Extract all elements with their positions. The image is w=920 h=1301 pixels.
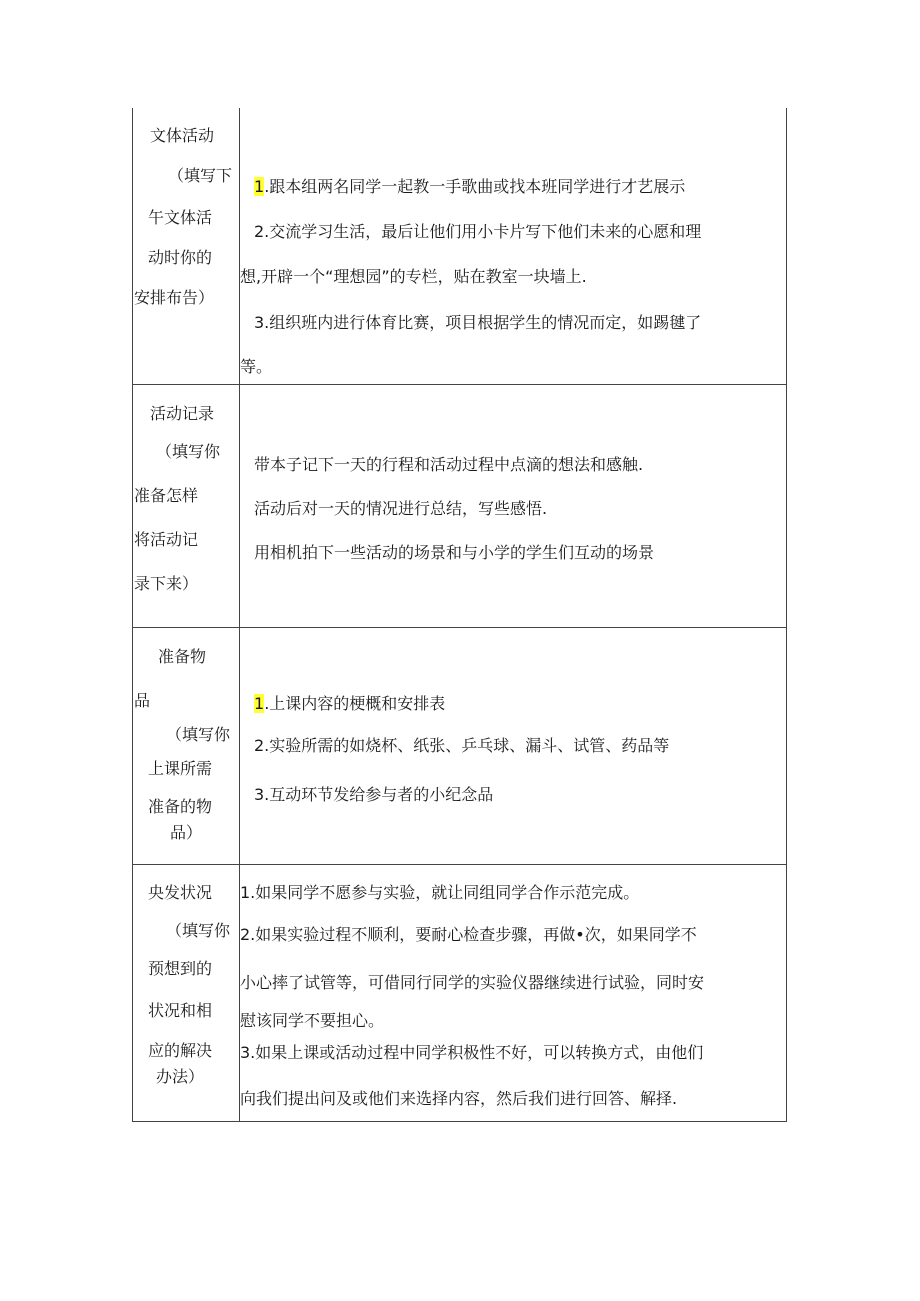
- row-label-line: 品）: [170, 823, 203, 842]
- row-label-line: 活动记录: [150, 404, 215, 423]
- content-line: 小心摔了试管等，可借同行同学的实验仪器继续进行试验，同时安: [240, 973, 705, 992]
- content-line: 3.组织班内进行体育比赛，项目根据学生的情况而定，如踢毽了: [254, 313, 702, 332]
- table-row: [133, 385, 787, 628]
- content-line: 2.如果实验过程不顺利，要耐心检查步骤，再做•次，如果同学不: [240, 925, 697, 944]
- row-content-cell: [240, 628, 787, 865]
- row-label-cell: [133, 628, 240, 865]
- content-line: 1.如果同学不愿参与实验，就让同组同学合作示范完成。: [240, 883, 640, 902]
- content-line: 2.交流学习生活，最后让他们用小卡片写下他们未来的心愿和理: [254, 222, 702, 241]
- content-line: 2.实验所需的如烧杯、纸张、乒乓球、漏斗、试管、药品等: [254, 736, 670, 755]
- row-content-cell: [240, 108, 787, 385]
- row-label-line: （填写你: [166, 725, 231, 744]
- highlighted-number: 1: [254, 694, 265, 713]
- row-label-line: 午文体活: [148, 208, 213, 227]
- row-label-line: （填写你: [166, 921, 231, 940]
- row-label-line: （填写下: [168, 166, 233, 185]
- row-label-line: 状况和相: [148, 1001, 213, 1020]
- row-label-line: 安排布告）: [134, 288, 215, 307]
- content-line: 用相机拍下一些活动的场景和与小学的学生们互动的场景: [254, 543, 655, 562]
- row-content-cell: [240, 385, 787, 628]
- row-label-line: 办法）: [156, 1067, 205, 1086]
- content-line: 3.如果上课或活动过程中同学积极性不好，可以转换方式，由他们: [240, 1043, 704, 1062]
- content-line: 活动后对一天的情况进行总结，写些感悟.: [254, 499, 548, 518]
- content-line: 带本子记下一天的行程和活动过程中点滴的想法和感触.: [254, 455, 644, 474]
- row-label-line: 准备的物: [148, 797, 213, 816]
- table-row: [133, 108, 787, 385]
- row-label-line: 央发状况: [148, 883, 213, 902]
- row-label-line: 录下来）: [134, 574, 199, 593]
- row-label-cell: [133, 865, 240, 1122]
- table-row: [133, 628, 787, 865]
- row-label-line: 准备怎样: [134, 486, 199, 505]
- row-label-line: （填写你: [156, 442, 221, 461]
- activity-plan-table: [132, 108, 787, 1122]
- content-line: 1.跟本组两名同学一起教一手歌曲或找本班同学进行才艺展示: [254, 177, 686, 196]
- content-line: 慰该同学不要担心。: [240, 1011, 385, 1030]
- highlighted-number: 1: [254, 177, 265, 196]
- row-label-cell: [133, 385, 240, 628]
- row-label-line: 动时你的: [148, 248, 213, 267]
- row-label-line: 预想到的: [148, 959, 213, 978]
- row-label-line: 文体活动: [150, 126, 215, 145]
- row-label-line: 将活动记: [134, 530, 199, 549]
- row-label-line: 上课所需: [148, 759, 213, 778]
- content-line: 3.互动环节发给参与者的小纪念品: [254, 785, 494, 804]
- table-row: [133, 865, 787, 1122]
- content-line: 1.上课内容的梗概和安排表: [254, 694, 446, 713]
- content-line: 想,开辟一个“理想园”的专栏，贴在教室一块墙上.: [240, 267, 587, 286]
- content-line: 等。: [240, 357, 273, 376]
- row-label-cell: [133, 108, 240, 385]
- row-label-line: 品: [134, 691, 151, 710]
- row-label-line: 应的解决: [148, 1041, 213, 1060]
- content-line: 向我们提出问及或他们来选择内容，然后我们进行回答、解择.: [240, 1089, 678, 1108]
- row-content-cell: [240, 865, 787, 1122]
- row-label-line: 准备物: [158, 647, 207, 666]
